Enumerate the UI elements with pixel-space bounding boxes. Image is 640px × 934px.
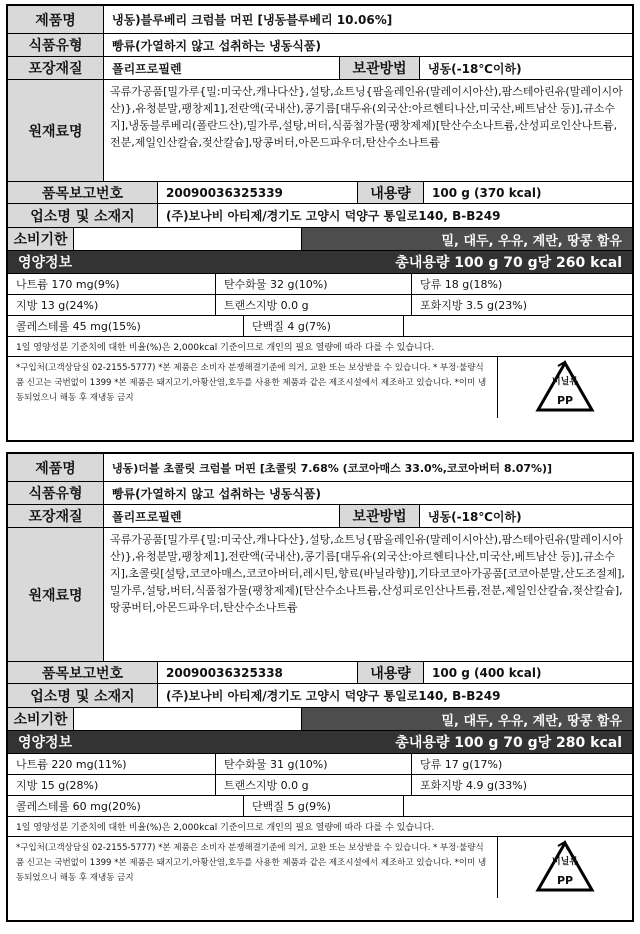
recycle-mark xyxy=(498,357,632,418)
food-type-row xyxy=(8,482,632,505)
nutrition-header xyxy=(8,251,632,274)
nutrient-saturated-fat: 포화지방 3.5 g(23%) xyxy=(420,299,528,312)
report-row xyxy=(8,662,632,684)
report-no-value: 20090036325339 xyxy=(158,182,358,203)
nutrition-label: 영양정보 xyxy=(18,735,73,751)
food-type-value: 빵류(가열하지 않고 섭취하는 냉동식품) xyxy=(112,486,321,501)
nutrient-empty xyxy=(404,796,632,816)
nutrient-row xyxy=(8,796,632,817)
report-no-value: 20090036325338 xyxy=(158,662,358,683)
maker-label: 업소명 및 소재지 xyxy=(8,684,158,707)
product-name-value: 냉동)더블 초콜릿 크럼블 머핀 [초콜릿 7.68% (코코아매스 33.0%,코코아버터 8.07%)] xyxy=(112,461,553,475)
nutrition-summary: 총내용량 100 g 70 g당 260 kcal xyxy=(395,255,622,271)
allergy-notice: 밀, 대두, 우유, 계란, 땅콩 함유 xyxy=(302,708,632,730)
ingredients-value: 곡류가공품[밀가루{밀:미국산,캐나다산},설탕,쇼트닝{팜올레인유(말레이시아산),팜스테아린유(말레이시아산)},유청분말,팽창제1],전란액(국내산),콩기름[대두유(외국산:아르헨티나산,미국산,베트남산 등)],규소수지],초콜릿[설탕,코코아매스,코코아버터,레시틴,향료(바닐라향)],기타코코아가공품[코코아분말,산도조절제],밀가루,설탕,버터,식품첨가물(팽창제제)[탄산수소나트륨,산성피로인산나트륨,전분,제일인산칼슘,젖산칼슘],땅콩버터,아몬드파우더,탄산수소나트륨 xyxy=(110,533,625,614)
recycle-material: PP xyxy=(556,393,574,407)
food-type-label: 식품유형 xyxy=(8,482,104,504)
nutrient-fat: 지방 15 g(28%) xyxy=(8,775,216,795)
maker-value: (주)보나비 아티제/경기도 고양시 덕양구 통일로140, B-B249 xyxy=(166,209,501,223)
packaging-label: 포장재질 xyxy=(8,505,104,527)
nutrient-carbs: 탄수화물 32 g(10%) xyxy=(216,274,412,294)
storage-value: 냉동(-18℃이하) xyxy=(428,509,522,524)
packaging-row xyxy=(8,57,632,80)
expiry-label: 소비기한 xyxy=(8,228,74,250)
recycle-mark xyxy=(498,837,632,898)
nutrient-sodium: 나트륨 220 mg(11%) xyxy=(8,754,216,774)
nutrient-fat: 지방 13 g(24%) xyxy=(8,295,216,315)
packaging-value: 폴리프로필렌 xyxy=(104,505,340,527)
footer-text: *구입처(고객상담실 02-2155-5777) *본 제품은 소비자 분쟁해결기준에 의거, 교환 또는 보상받을 수 있습니다. * 부정·불량식품 신고는 국번없이 1399 *본 제품은 돼지고기,아황산염,호두를 사용한 제품과 같은 제조시설에서 제조하고 있습니다. *이미 냉동되었으니 해동 후 재냉동 금지 xyxy=(8,357,498,418)
packaging-value: 폴리프로필렌 xyxy=(104,57,340,79)
nutrient-sodium: 나트륨 170 mg(9%) xyxy=(8,274,216,294)
product-name-value: 냉동)블루베리 크럼블 머핀 [냉동블루베리 10.06%] xyxy=(112,13,393,27)
daily-value-note: 1일 영양성분 기준치에 대한 비율(%)은 2,000kcal 기준이므로 개인의 필요 열량에 따라 다를 수 있습니다. xyxy=(8,337,632,357)
expiry-value xyxy=(74,228,302,250)
nutrient-row xyxy=(8,295,632,316)
product-name-label: 제품명 xyxy=(8,6,104,33)
recycle-icon xyxy=(534,840,596,896)
storage-label: 보관방법 xyxy=(340,57,420,79)
nutrition-label: 영양정보 xyxy=(18,255,73,271)
product-name-row xyxy=(8,454,632,482)
nutrient-row xyxy=(8,274,632,295)
content-value: 100 g (400 kcal) xyxy=(432,665,542,680)
maker-row xyxy=(8,204,632,228)
nutrient-protein: 단백질 5 g(9%) xyxy=(244,796,404,816)
ingredients-row xyxy=(8,528,632,662)
nutrient-protein: 단백질 4 g(7%) xyxy=(244,316,404,336)
content-label: 내용량 xyxy=(358,182,424,203)
report-no-label: 품목보고번호 xyxy=(8,662,158,683)
nutrient-trans-fat: 트랜스지방 0.0 g xyxy=(216,295,412,315)
food-type-row xyxy=(8,34,632,57)
report-row xyxy=(8,182,632,204)
nutrition-summary: 총내용량 100 g 70 g당 280 kcal xyxy=(395,735,622,751)
packaging-row xyxy=(8,505,632,528)
food-type-label: 식품유형 xyxy=(8,34,104,56)
daily-value-note: 1일 영양성분 기준치에 대한 비율(%)은 2,000kcal 기준이므로 개인의 필요 열량에 따라 다를 수 있습니다. xyxy=(8,817,632,837)
footer xyxy=(8,357,632,418)
recycle-material: PP xyxy=(556,873,574,887)
ingredients-row xyxy=(8,80,632,182)
nutrient-sugar: 당류 18 g(18%) xyxy=(420,278,503,291)
nutrient-cholesterol: 콜레스테롤 60 mg(20%) xyxy=(8,796,244,816)
expiry-allergy-row xyxy=(8,708,632,731)
ingredients-label: 원재료명 xyxy=(8,80,104,181)
recycle-icon xyxy=(534,360,596,416)
nutrient-cholesterol: 콜레스테롤 45 mg(15%) xyxy=(8,316,244,336)
nutrient-saturated-fat: 포화지방 4.9 g(33%) xyxy=(420,779,528,792)
nutrition-header xyxy=(8,731,632,754)
expiry-label: 소비기한 xyxy=(8,708,74,730)
maker-value: (주)보나비 아티제/경기도 고양시 덕양구 통일로140, B-B249 xyxy=(166,689,501,703)
food-label-double-chocolate xyxy=(6,452,634,922)
expiry-allergy-row xyxy=(8,228,632,251)
packaging-label: 포장재질 xyxy=(8,57,104,79)
nutrient-empty xyxy=(404,316,632,336)
food-label-blueberry xyxy=(6,4,634,442)
storage-label: 보관방법 xyxy=(340,505,420,527)
ingredients-label: 원재료명 xyxy=(8,528,104,661)
footer xyxy=(8,837,632,898)
recycle-text: 비닐류 xyxy=(551,856,579,867)
footer-text: *구입처(고객상담실 02-2155-5777) *본 제품은 소비자 분쟁해결기준에 의거, 교환 또는 보상받을 수 있습니다. * 부정·불량식품 신고는 국번없이 1399 *본 제품은 돼지고기,아황산염,호두를 사용한 제품과 같은 제조시설에서 제조하고 있습니다. *이미 냉동되었으니 해동 후 재냉동 금지 xyxy=(8,837,498,898)
report-no-label: 품목보고번호 xyxy=(8,182,158,203)
product-name-row xyxy=(8,6,632,34)
expiry-value xyxy=(74,708,302,730)
allergy-notice: 밀, 대두, 우유, 계란, 땅콩 함유 xyxy=(302,228,632,250)
maker-label: 업소명 및 소재지 xyxy=(8,204,158,227)
nutrient-carbs: 탄수화물 31 g(10%) xyxy=(216,754,412,774)
food-type-value: 빵류(가열하지 않고 섭취하는 냉동식품) xyxy=(112,38,321,53)
nutrient-trans-fat: 트랜스지방 0.0 g xyxy=(216,775,412,795)
storage-value: 냉동(-18℃이하) xyxy=(428,61,522,76)
recycle-text: 비닐류 xyxy=(551,376,579,387)
nutrient-row xyxy=(8,754,632,775)
content-label: 내용량 xyxy=(358,662,424,683)
product-name-label: 제품명 xyxy=(8,454,104,481)
maker-row xyxy=(8,684,632,708)
nutrient-sugar: 당류 17 g(17%) xyxy=(420,758,503,771)
ingredients-value: 곡류가공품[밀가루{밀:미국산,캐나다산},설탕,쇼트닝{팜올레인유(말레이시아산),팜스테아린유(말레이시아산)},유청분말,팽창제1],전란액(국내산),콩기름[대두유(외국산:아르헨티나산,미국산,베트남산 등)],규소수지],냉동블루베리(폴란드산),밀가루,설탕,버터,식품첨가물(팽창제제)[탄산수소나트륨,산성피로인산나트륨,전분,제일인산칼슘,젖산칼슘],땅콩버터,아몬드파우더,탄산수소나트륨 xyxy=(110,85,623,149)
nutrient-row xyxy=(8,775,632,796)
nutrient-row xyxy=(8,316,632,337)
content-value: 100 g (370 kcal) xyxy=(432,185,542,200)
